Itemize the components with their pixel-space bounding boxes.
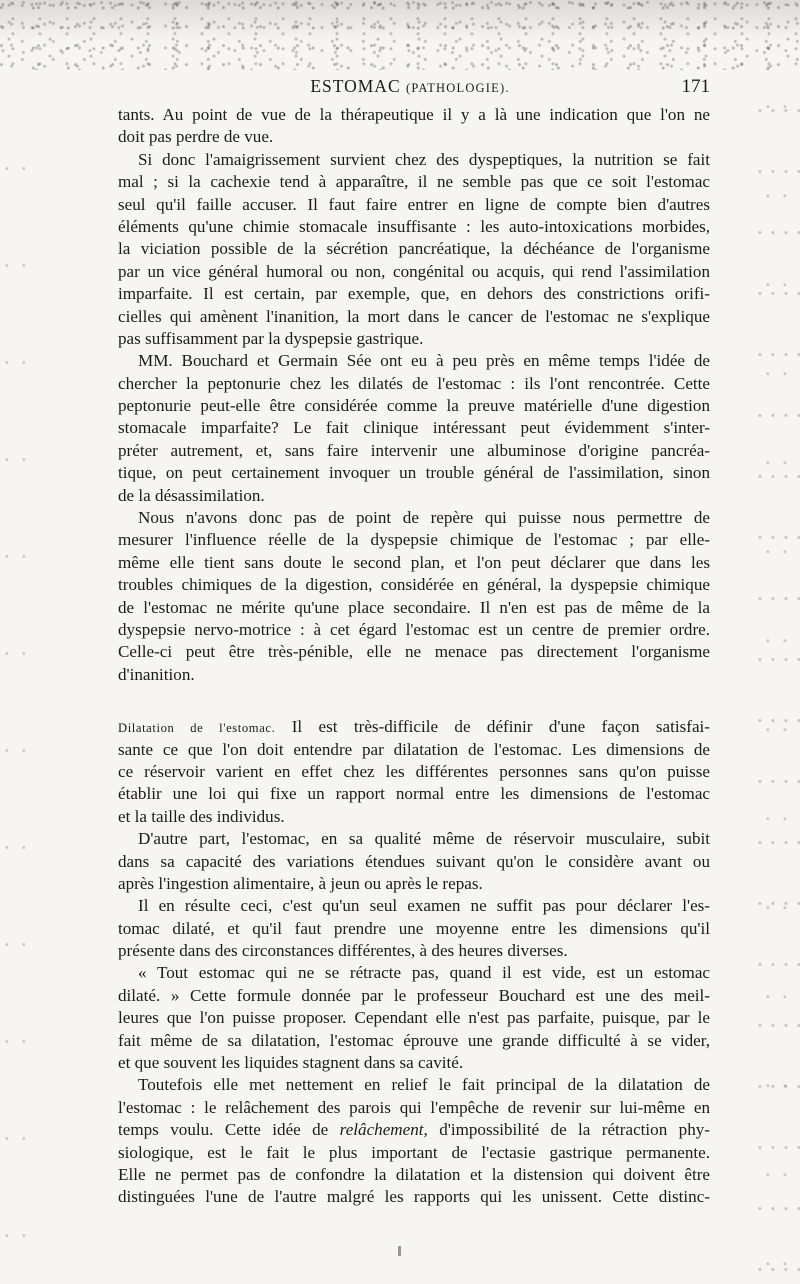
text-line: éléments qu'une chimie stomacale insuffisante : les auto-intoxications morbides, [118, 216, 710, 236]
running-head-title: ESTOMAC [310, 76, 401, 96]
section-lead-text: Il est très-difficile de définir d'une façon satisfai- [291, 717, 710, 737]
scan-noise-left [0, 120, 34, 1270]
scan-noise-top [0, 0, 800, 70]
text-line: Nous n'avons donc pas de point de repère qui puisse nous permettre de [138, 508, 710, 528]
text-line: chercher la peptonurie chez les dilatés de l'estomac : ils l'ont rencontrée. Cette [118, 373, 710, 393]
text-line: dans sa capacité des variations étendues suivant qu'on le considère avant ou [118, 851, 710, 871]
text-line: mesurer l'influence réelle de la dyspepsie chimique de l'estomac ; par elle- [118, 530, 710, 550]
text-segment: d'impossibilité de la rétraction phy- [439, 1120, 710, 1140]
text-line: mal ; si la cachexie tend à apparaître, il ne semble pas que ce soit l'estomac [118, 172, 710, 192]
text-line: tomac dilaté, et qu'il faut prendre une moyenne entre les dimensions qu'il [118, 918, 710, 938]
text-line [118, 1119, 710, 1141]
text-line: fait même de sa dilatation, l'estomac éprouve une grande difficulté à se vider, [118, 1030, 710, 1050]
text-line: l'estomac : le relâchement des parois qui l'empêche de revenir sur lui-même en [118, 1097, 710, 1117]
text-segment: temps voulu. Cette idée de [118, 1120, 329, 1140]
text-line: de l'estomac ne mérite qu'une place secondaire. Il n'en est pas de même de la [118, 597, 710, 617]
text-line: présente dans des circonstances différentes, à des heures diverses. [118, 941, 568, 961]
text-line: de la désassimilation. [118, 485, 265, 505]
running-head [110, 76, 710, 97]
text-line: distinguées l'une de l'autre malgré les rapports qui les unissent. Cette distinc- [118, 1187, 710, 1207]
text-line: d'inanition. [118, 664, 195, 684]
text-line: Il en résulte ceci, c'est qu'un seul examen ne suffit pas pour déclarer l'es- [138, 896, 710, 916]
text-line: imparfaite. Il est certain, par exemple, que, en dehors des constrictions orifi- [118, 284, 710, 304]
text-line [118, 716, 710, 738]
section-gap [118, 686, 710, 716]
text-line: seul qu'il faille accuser. Il faut faire entrer en ligne de compte bien d'autres [118, 194, 710, 214]
text-line: stomacale imparfaite? Le fait clinique intéressant peut évidemment s'inter- [118, 418, 710, 438]
text-line: même elle tient sans doute le second plan, et l'on peut déclarer que dans les [118, 552, 710, 572]
text-line: après l'ingestion alimentaire, à jeun ou après le repas. [118, 873, 483, 893]
text-line: dyspepsie nervo-motrice : à cet égard l'estomac est un centre de premier ordre. [118, 619, 710, 639]
text-line: et que souvent les liquides stagnent dans sa cavité. [118, 1053, 464, 1073]
text-line: doit pas perdre de vue. [118, 127, 274, 147]
text-line: MM. Bouchard et Germain Sée ont eu à peu près en même temps l'idée de [138, 351, 710, 371]
text-line: sante ce que l'on doit entendre par dilatation de l'estomac. Les dimensions de [118, 739, 710, 759]
text-line: par un vice général humoral ou non, congénital ou acquis, qui rend l'assimilation [118, 261, 710, 281]
page-number: 171 [681, 76, 710, 97]
text-line: cielles qui amènent l'inanition, la mort dans le cancer de l'estomac ne s'explique [118, 306, 710, 326]
text-line: établir une loi qui fixe un rapport normal entre les dimensions de l'estomac [118, 784, 710, 804]
text-line: tique, on peut certainement invoquer un trouble général de l'assimilation, sinon [118, 463, 710, 483]
text-line: la viciation possible de la sécrétion pancréatique, la déchéance de l'organisme [118, 239, 710, 259]
text-line: siologique, est le fait le plus important de l'ectasie gastrique permanente. [118, 1142, 710, 1162]
body-text [118, 104, 710, 1209]
text-line: Si donc l'amaigrissement survient chez des dyspeptiques, la nutrition se fait [138, 149, 710, 169]
text-line: leures que l'on puisse proposer. Cependant elle n'est pas parfaite, puisque, par le [118, 1008, 710, 1028]
scan-noise-right [756, 80, 800, 1280]
text-line: D'autre part, l'estomac, en sa qualité même de réservoir musculaire, subit [138, 829, 710, 849]
section-heading: Dilatation de l'estomac. [118, 721, 276, 736]
text-line: peptonurie peut-elle être considérée comme la preuve matérielle d'une digestion [118, 396, 710, 416]
text-line: Elle ne permet pas de confondre la dilatation et la distension qui doivent être [118, 1164, 710, 1184]
text-line: pas suffisamment par la dyspepsie gastrique. [118, 328, 424, 348]
running-head-subtitle: (PATHOLOGIE). [406, 81, 510, 95]
italic-term: relâchement, [339, 1120, 428, 1140]
page-header [110, 76, 710, 100]
text-line: « Tout estomac qui ne se rétracte pas, quand il est vide, est un estomac [138, 963, 710, 983]
text-line: tants. Au point de vue de la thérapeutique il y a là une indication que l'on ne [118, 105, 710, 124]
text-line: ce réservoir varient en effet chez les différentes personnes sans qu'on puisse [118, 761, 710, 781]
text-line: préter autrement, et, sans faire intervenir une albuminose d'origine pancréa- [118, 440, 710, 460]
text-line: et la taille des individus. [118, 806, 285, 826]
text-line: troubles chimiques de la digestion, considérée en général, la dyspepsie chimique [118, 575, 710, 595]
footer-mark [398, 1246, 401, 1256]
text-line: dilaté. » Cette formule donnée par le professeur Bouchard est une des meil- [118, 985, 710, 1005]
text-line: Celle-ci peut être très-pénible, elle ne menace pas directement l'organisme [118, 642, 710, 662]
text-line: Toutefois elle met nettement en relief le fait principal de la dilatation de [138, 1075, 710, 1095]
